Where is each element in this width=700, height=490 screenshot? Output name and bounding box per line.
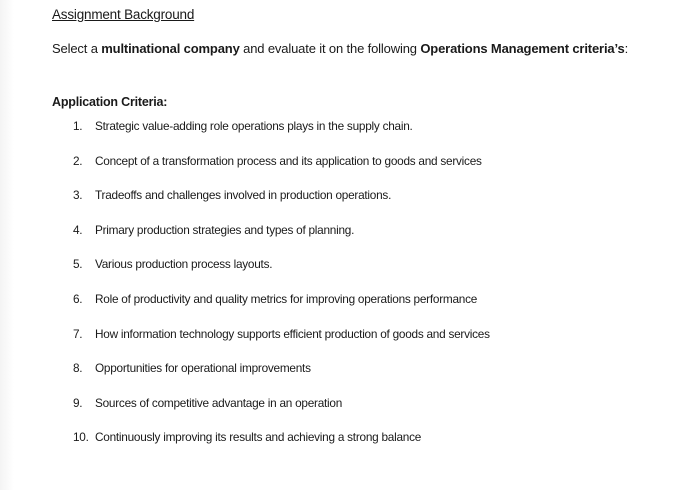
- intro-paragraph: [52, 41, 628, 56]
- criteria-item: [73, 153, 490, 188]
- criteria-text: Tradeoffs and challenges involved in production operations.: [95, 188, 392, 203]
- criteria-number: 5.: [73, 257, 83, 272]
- criteria-item: [73, 256, 490, 291]
- criteria-text: Opportunities for operational improvements: [95, 361, 311, 376]
- intro-bold-criteria: Operations Management criteria’s: [420, 41, 625, 56]
- criteria-item: [73, 187, 490, 222]
- criteria-item: [73, 326, 490, 361]
- criteria-number: 8.: [73, 361, 83, 376]
- criteria-list: [73, 118, 490, 464]
- criteria-text: Continuously improving its results and achieving a strong balance: [95, 430, 422, 445]
- intro-text-1: Select a: [52, 41, 102, 56]
- criteria-number: 2.: [73, 153, 83, 168]
- criteria-item: [73, 118, 490, 153]
- criteria-item: [73, 360, 490, 395]
- intro-bold-company: multinational company: [101, 41, 240, 56]
- application-criteria-title: Application Criteria:: [52, 95, 168, 109]
- criteria-text: Sources of competitive advantage in an operation: [95, 395, 343, 410]
- assignment-heading: Assignment Background: [52, 7, 195, 22]
- criteria-number: 6.: [73, 291, 83, 306]
- criteria-item: [73, 222, 490, 257]
- criteria-item: [73, 429, 490, 464]
- criteria-text: Role of productivity and quality metrics for improving operations performance: [95, 291, 478, 306]
- criteria-number: 4.: [73, 222, 83, 237]
- criteria-text: Strategic value-adding role operations plays in the supply chain.: [95, 119, 413, 133]
- criteria-text: Primary production strategies and types of planning.: [95, 222, 355, 237]
- criteria-number: 9.: [73, 395, 83, 410]
- intro-text-2: and evaluate it on the following: [239, 41, 421, 56]
- criteria-number: 10.: [73, 430, 89, 445]
- criteria-text: Concept of a transformation process and its application to goods and services: [95, 153, 482, 168]
- criteria-number: 1.: [73, 119, 83, 133]
- criteria-number: 3.: [73, 188, 83, 203]
- criteria-item: [73, 291, 490, 326]
- criteria-text: How information technology supports efficient production of goods and services: [95, 326, 490, 341]
- criteria-item: [73, 395, 490, 430]
- intro-text-3: :: [624, 41, 629, 56]
- criteria-number: 7.: [73, 326, 83, 341]
- criteria-text: Various production process layouts.: [95, 257, 273, 272]
